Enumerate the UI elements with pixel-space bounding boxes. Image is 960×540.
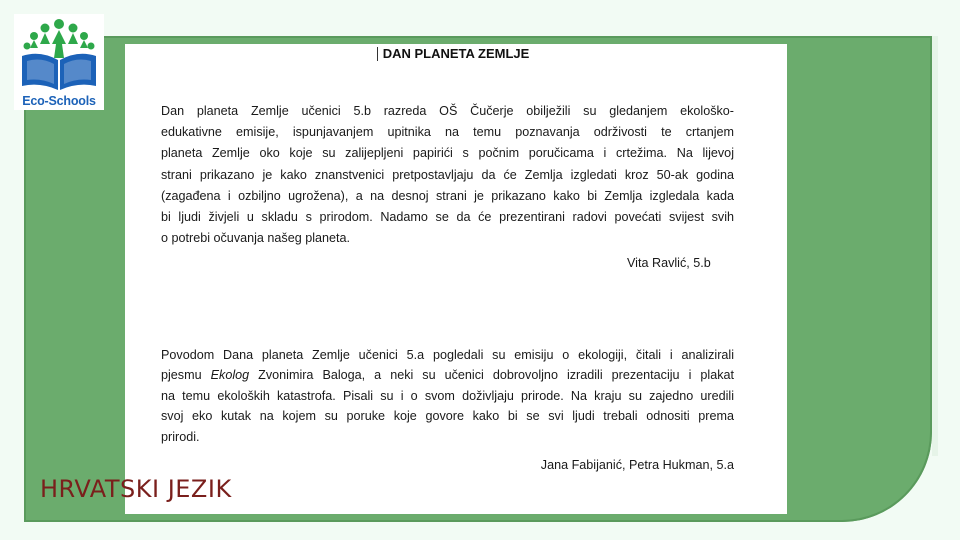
- paragraph-line: (zagađena i ozbiljno ugrožena), a na desnoj strani je prikazano kako bi Zemlja izgledala kada: [161, 188, 734, 203]
- document-title: DAN PLANETA ZEMLJE: [382, 46, 530, 61]
- paragraph-5b: [161, 101, 734, 249]
- frame-edge-highlight: [932, 36, 938, 456]
- paragraph-line: prirodi.: [161, 429, 200, 444]
- paragraph-line: na temu ekoloških katastrofa. Pisali su i o svom doživljaju prirode. Na kraju su zajedno uredili: [161, 388, 734, 403]
- logo-text: Eco-Schools: [22, 94, 96, 108]
- line-text: pjesmu: [161, 368, 211, 383]
- paragraph-line: svoj eko kutak na kojem su poruke koje govore kako bi se svi ljudi trebali odnositi prema: [161, 409, 734, 424]
- subject-label: HRVATSKI JEZIK: [40, 475, 232, 503]
- eco-schools-logo: [14, 14, 104, 110]
- paragraph-line: edukativne emisije, ispunjavanjem upitnika na temu poznavanja održivosti te crtanjem: [161, 125, 734, 140]
- signature-5a: Jana Fabijanić, Petra Hukman, 5.a: [540, 458, 734, 472]
- poem-title: Ekolog: [210, 368, 250, 383]
- paragraph-line: Povodom Dana planeta Zemlje učenici 5.a pogledali su emisiju o ekologiji, čitali i analizirali: [161, 348, 734, 362]
- eco-schools-emblem-icon: [14, 14, 104, 94]
- paragraph-line: strani prikazano je kako znanstvenici pretpostavljaju da će Zemlja izgledati kroz 50-ak godina: [161, 167, 734, 182]
- signature-5b: Vita Ravlić, 5.b: [627, 256, 711, 270]
- paragraph-line: planeta Zemlje oko koje su zalijepljeni papirići s počnim poručicama i crtežima. Na lijevoj: [161, 146, 734, 161]
- paragraph-line: o potrebi očuvanja našeg planeta.: [161, 231, 351, 246]
- paragraph-line: bi ljudi živjeli u skladu s prirodom. Nadamo se da će prezentirani radovi povećati svijest svih: [161, 210, 734, 225]
- document-page: [125, 44, 787, 514]
- paragraph-line: Dan planeta Zemlje učenici 5.b razreda OŠ Čučerje obilježili su gledanjem ekološko-: [161, 104, 734, 118]
- paragraph-5a: [161, 345, 734, 447]
- paragraph-line: [161, 365, 734, 385]
- line-text: Zvonimira Baloga, a neki su učenici dobrovoljno izradili prezentaciju i plakat: [249, 368, 734, 383]
